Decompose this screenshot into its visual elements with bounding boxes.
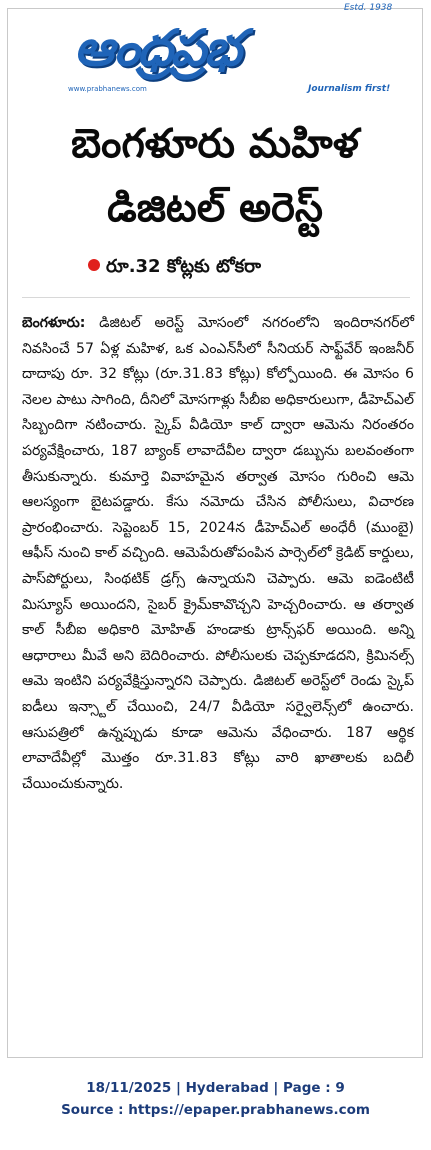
footer-source: Source : https://epaper.prabhanews.com — [61, 1102, 370, 1118]
subheadline — [88, 256, 261, 281]
newspaper-logo: ఆంధ్రప్రభ — [74, 19, 240, 77]
masthead — [8, 3, 422, 107]
website-text: www.prabhanews.com — [68, 85, 147, 93]
article-body-text: డిజిటల్ అరెస్ట్ మోసంలో నగరంలోని ఇందిరానగర్‌లో నివసించే 57 ఏళ్ల మహిళ, ఒక ఎంఎన్‌సీలో సీనియర్ సాఫ్ట్‌వేర్ ఇంజనీర్ దాదాపు రూ. 32 కోట్లు (రూ.31.83 కోట్లు) కోల్పోయింది. ఈ మోసం 6 నెలల పాటు సాగింది, దీనిలో మోసగాళ్లు సీబీఐ అధికారులుగా, డీహెచ్‌ఎల్ సిబ్బందిగా నటించారు. స్కైప్ వీడియో కాల్ ద్వారా ఆమెను నిరంతరం పర్యవేక్షించారు, 187 బ్యాంక్ లావాదేవీల ద్వారా డబ్బును బలవంతంగా తీసుకున్నారు. కుమార్తె వివాహమైన తర్వాత మోసం గురించి ఆమె ఆలస్యంగా బైటపడ్డారు. కేసు నమోదు చేసిన పోలీసులు, విచారణ ప్రారంభించారు. సెప్టెంబర్ 15, 2024న డీహెచ్‌ఎల్ అంధేరీ (ముంబై) ఆఫీస్ నుంచి కాల్ వచ్చింది. ఆమెపేరుతోపంపిన పార్సెల్‌లో క్రెడిట్ కార్డులు, పాస్‌పోర్టులు, సింథటిక్ డ్రగ్స్ ఉన్నాయని చెప్పారు. ఆమె ఐడెంటిటీ మిస్యూస్ అయిందని, సైబర్ క్రైమ్‌కావొచ్చని హెచ్చరించారు. ఆ తర్వాత కాల్ సీబీఐ అధికారి మోహిత్ హండాకు ట్రాన్స్‌ఫర్ అయింది. అన్ని ఆధారాలు మీవే అని బెదిరించారు. పోలీసులకు చెప్పకూడదని, క్రిమినల్స్ ఆమె ఇంటిని పర్యవేక్షిస్తున్నారని చెప్పారు. డిజిటల్ అరెస్ట్‌లో రెండు స్కైప్ ఐడీలు ఇన్స్టాల్ చేయించి, 24/7 వీడియో సర్వైలెన్స్‌లో ఉంచారు. ఆసుపత్రిలో ఉన్నప్పుడు కూడా ఆమెను వేధించారు. 187 ఆర్థిక లావాదేవీల్లో మొత్తం రూ.31.83 కోట్లు వారి ఖాతాలకు బదిలీ చేయించుకున్నారు. — [22, 315, 414, 792]
dateline: బెంగళూరు: — [22, 315, 86, 331]
headline-line-2: డిజిటల్ అరెస్ట్ — [107, 185, 323, 231]
tagline: Journalism first! — [308, 84, 391, 94]
footer-date-page: 18/11/2025 | Hyderabad | Page : 9 — [86, 1080, 345, 1096]
subheadline-text: రూ.32 కోట్లకు టోకరా — [106, 256, 262, 277]
article-body — [22, 311, 414, 797]
headline-line-1: బెంగళూరు మహిళ — [71, 121, 359, 167]
news-clipping — [7, 3, 423, 1058]
divider — [22, 297, 410, 298]
bullet-dot-icon — [88, 259, 100, 271]
established-note: Estd. 1938 — [344, 3, 393, 13]
